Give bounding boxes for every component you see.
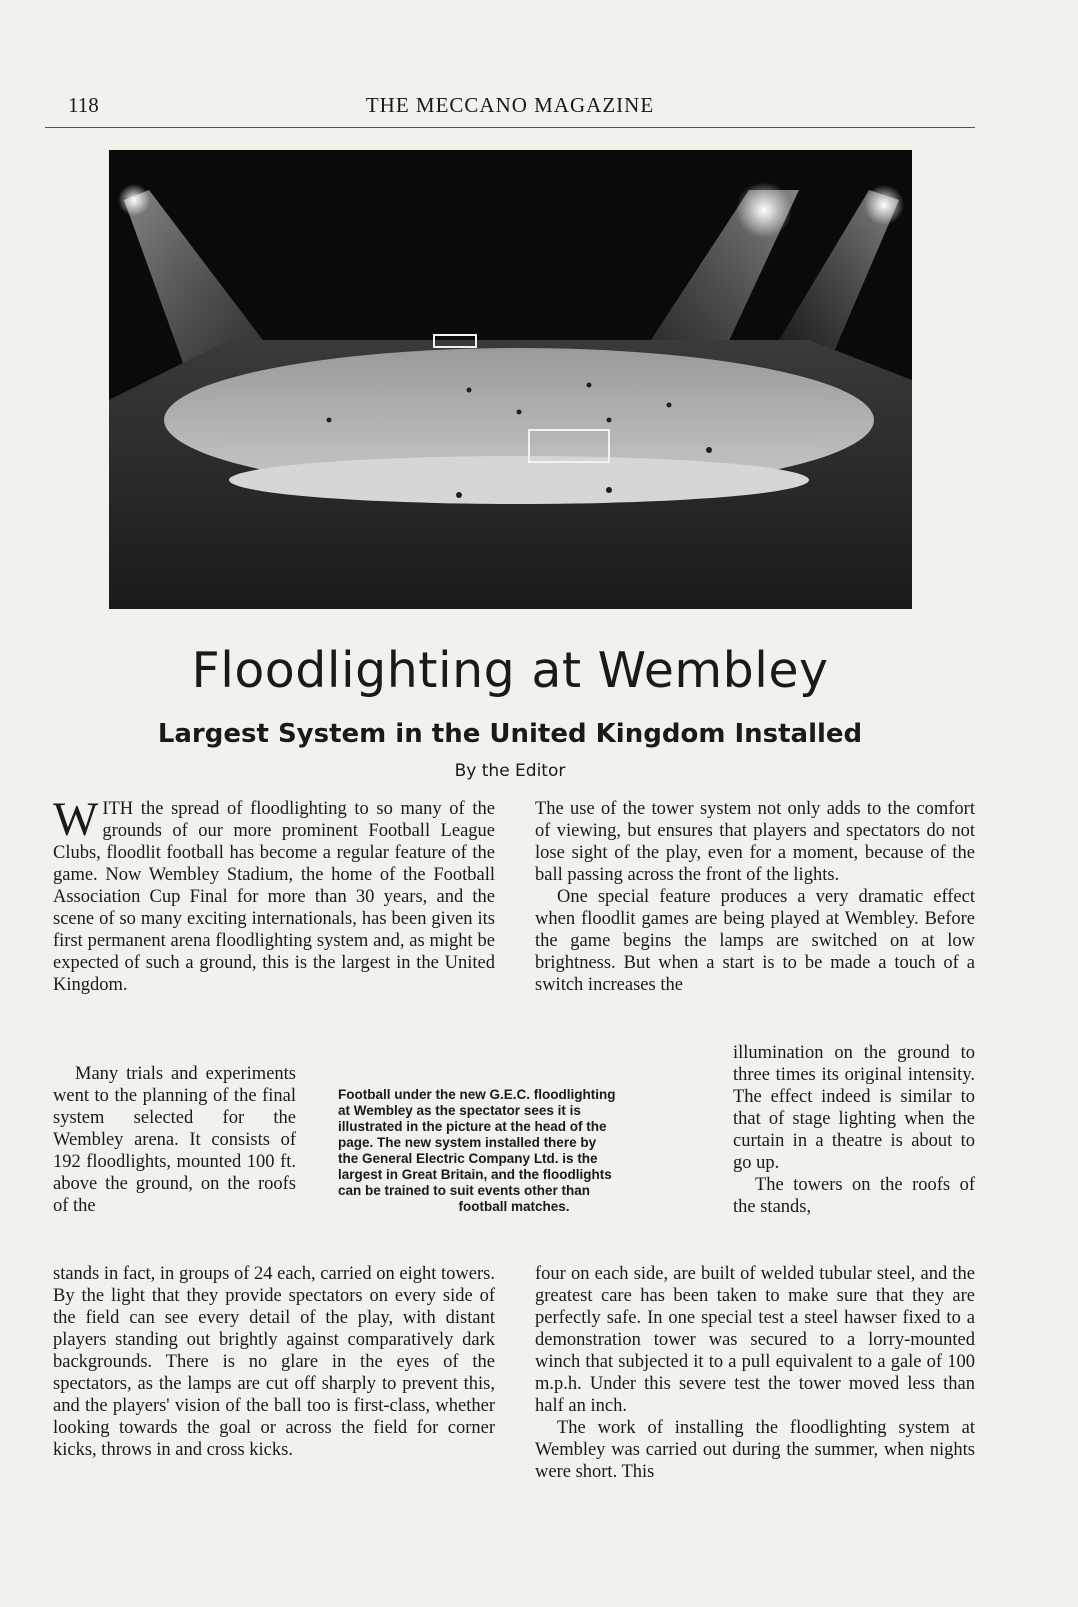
paragraph-towers-left: stands in fact, in groups of 24 each, carried on eight towers. By the light that they provide spectators on every side of the field can see every detail of the play, with distant players standing out brightly against comparatively dark backgrounds. There is no glare in the eyes of the spectators, as the lamps are cut off sharply to prevent this, and the players' vision of the ball too is first-class, whether looking towards the goal or across the field for corner kicks, throws in and cross kicks. [53,1264,495,1460]
article-title: Floodlighting at Wembley [191,642,829,699]
column-left-narrow [53,1063,296,1217]
article-subtitle: Largest System in the United Kingdom Installed [157,719,863,749]
caption-line: page. The new system installed there by [338,1135,597,1150]
floodlit-stadium-photo [109,150,912,609]
column-right-bottom [535,1263,975,1483]
caption-line: at Wembley as the spectator sees it is [338,1103,581,1118]
column-left-top [53,793,495,996]
caption-line: can be trained to suit events other than [338,1183,591,1198]
drop-cap: W [53,793,99,846]
paragraph-installation: The work of installing the floodlighting system at Wembley was carried out during the summer, when nights were short. This [535,1418,975,1482]
column-right-narrow [733,1042,975,1218]
paragraph-tower-system: The use of the tower system not only adds to the comfort of viewing, but ensures that players and spectators do not lose sight of the play, even for a moment, because of the ball passing across the front of the lights. [535,799,975,885]
paragraph-illumination: illumination on the ground to three times its original intensity. The effect indeed is similar to that of stage lighting when the curtain in a theatre is about to go up. [733,1043,975,1173]
caption-line: the General Electric Company Ltd. is the [338,1151,598,1166]
page-number: 118 [68,93,99,117]
caption-line: football matches. [458,1199,570,1214]
column-right-top [535,798,975,996]
photo-caption [338,1087,690,1215]
caption-line: Football under the new G.E.C. floodlighting [338,1087,616,1102]
header-rule [45,127,975,128]
paragraph-steel-towers: four on each side, are built of welded tubular steel, and the greatest care has been taken to make sure that they are perfectly safe. In one special test a steel hawser fixed to a demonstration tower was secured to a lorry-mounted winch that subjected it to a pull equivalent to a gale of 100 m.p.h. Under this severe test the tower moved less than half an inch. [535,1264,975,1416]
paragraph-intro-text: ITH the spread of floodlighting to so many of the grounds of our more prominent Football League Clubs, floodlit football has become a regular feature of the game. Now Wembley Stadium, the home of the Football Association Cup Final for more than 30 years, and the scene of so many exciting internationals, has been given its first permanent arena floodlighting system and, as might be expected of such a ground, this is the largest in the United Kingdom. [53,799,495,995]
paragraph-towers-start: The towers on the roofs of the stands, [733,1175,975,1217]
paragraph-intro [53,793,495,996]
caption-line: largest in Great Britain, and the floodlights [338,1167,612,1182]
caption-line: illustrated in the picture at the head of the [338,1119,607,1134]
paragraph-trials: Many trials and experiments went to the planning of the final system selected for the Wembley arena. It consists of 192 floodlights, mounted 100 ft. above the ground, on the roofs of the [53,1064,296,1216]
running-head: THE MECCANO MAGAZINE [365,93,655,117]
column-left-bottom [53,1263,495,1461]
paragraph-special-feature: One special feature produces a very dramatic effect when floodlit games are being played at Wembley. Before the game begins the lamps are switched on at low brightness. But when a start is to be made a touch of a switch increases the [535,887,975,995]
byline: By the Editor [454,761,566,781]
